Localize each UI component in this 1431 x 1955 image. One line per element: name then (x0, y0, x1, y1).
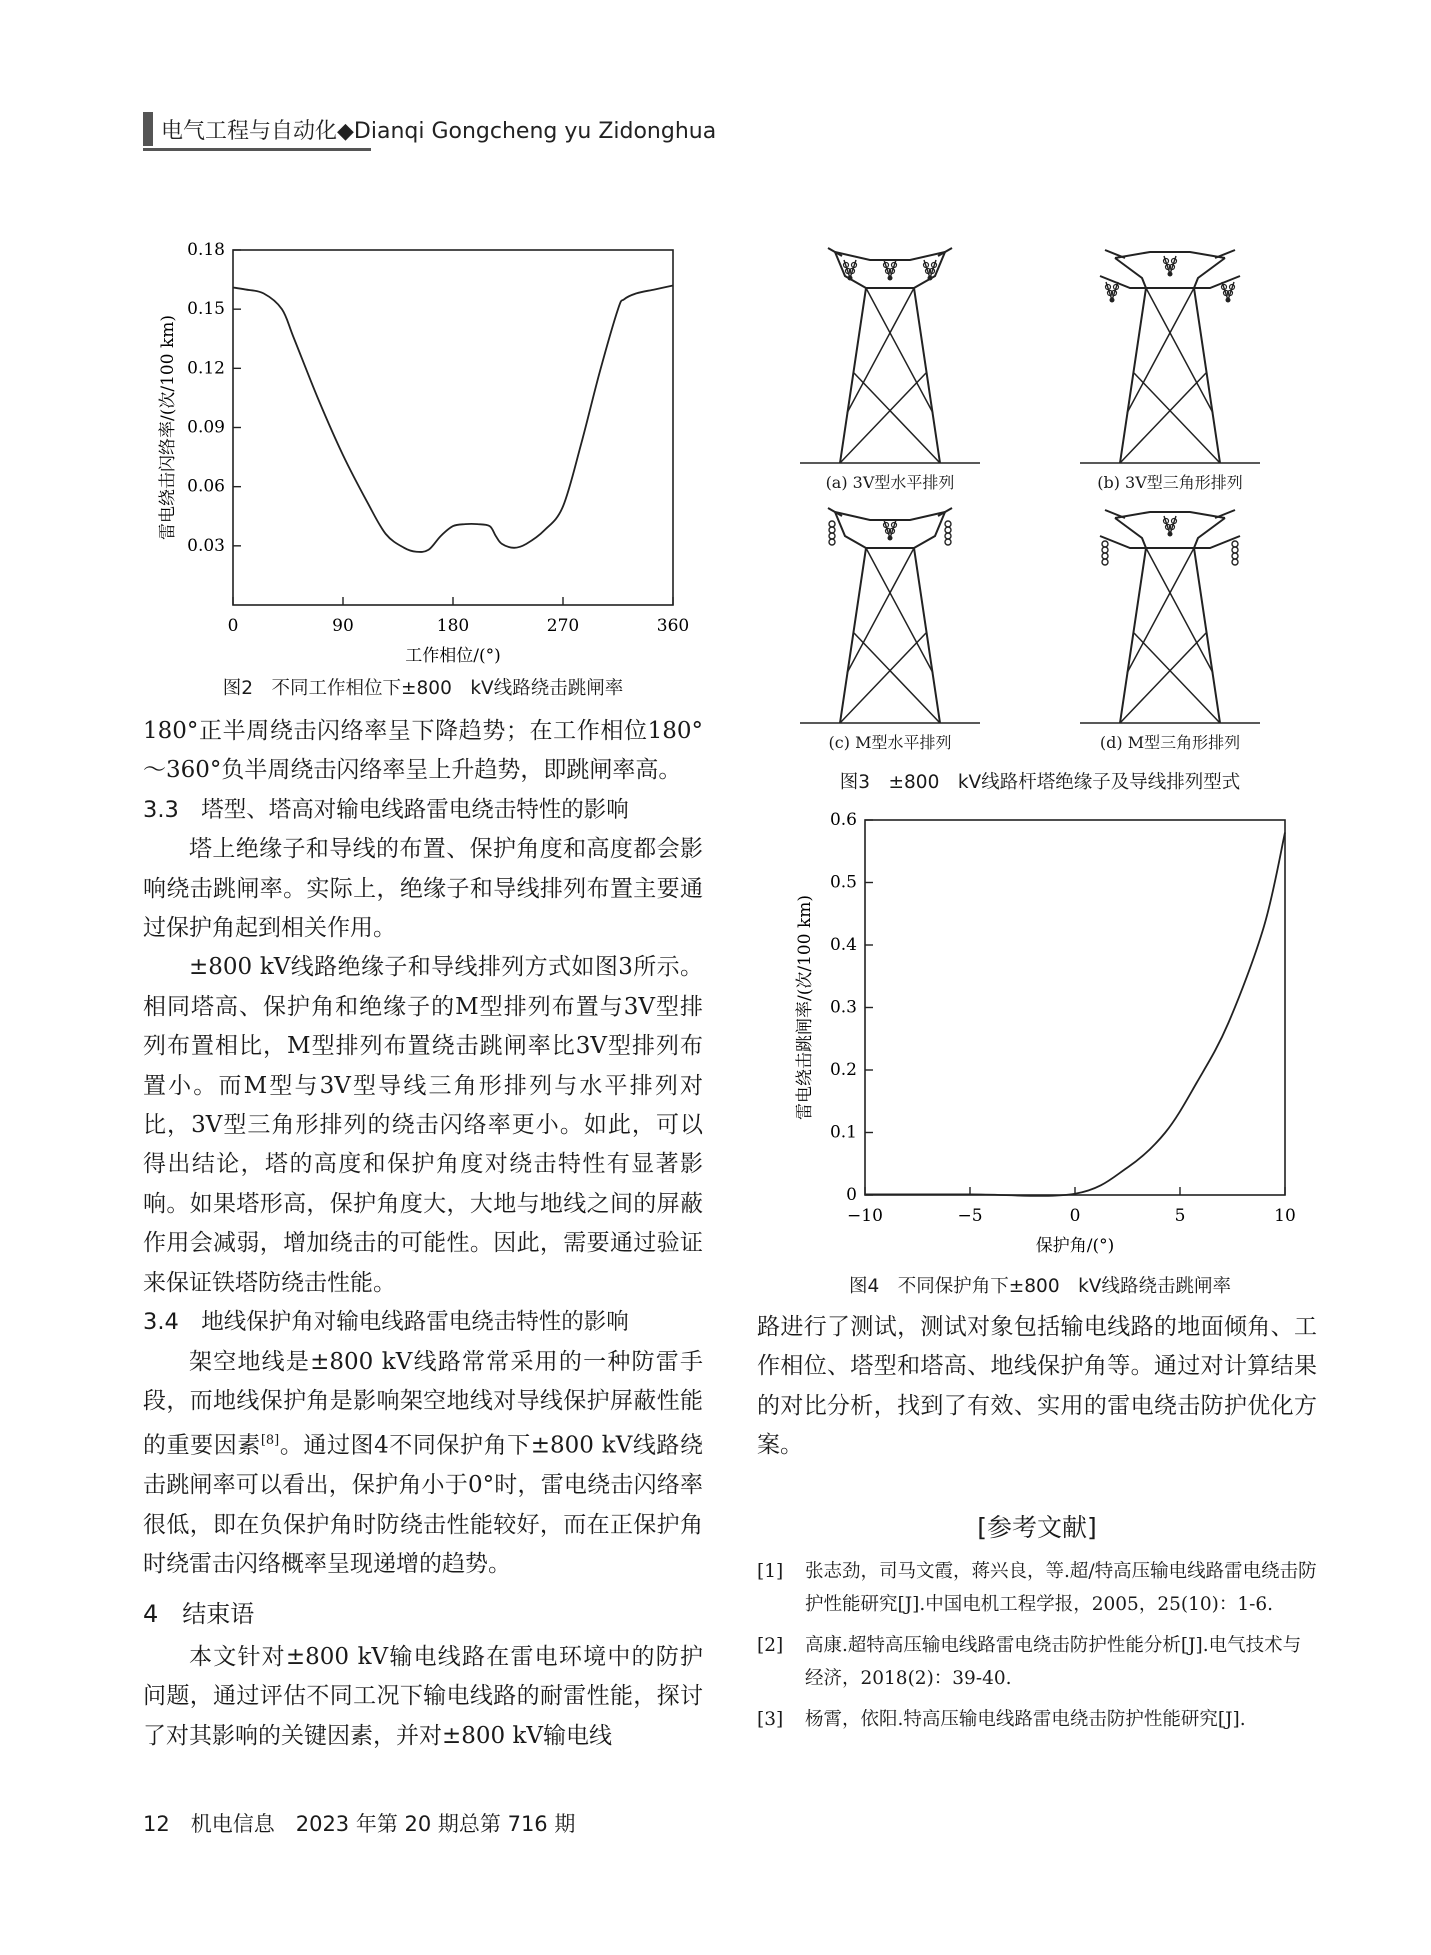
x-tick-label: −5 (957, 1206, 983, 1226)
y-tick-label: 0.12 (187, 358, 225, 379)
y-axis-label: 雷电绕击闪络率/(次/100 km) (158, 315, 178, 540)
x-tick-label: 90 (332, 616, 354, 636)
tower-a-3v-horizontal (800, 248, 980, 463)
header-bar (143, 112, 153, 146)
section-3-3-heading: 3.3 塔型、塔高对输电线路雷电绕击特性的影响 (143, 796, 629, 823)
fig2-caption: 图2 不同工作相位下±800 kV线路绕击跳闸率 (222, 678, 624, 699)
tower-d-m-triangle (1080, 510, 1260, 723)
page-footer: 12 机电信息 2023 年第 20 期总第 716 期 (143, 1812, 576, 1836)
fig3-caption: 图3 ±800 kV线路杆塔绝缘子及导线排列型式 (839, 772, 1241, 793)
fig4-chart (780, 805, 1300, 1270)
header-rule (143, 148, 371, 151)
left-paragraph-4 (143, 1343, 703, 1585)
y-tick-label: 0.3 (829, 997, 857, 1018)
y-tick-label: 0.03 (187, 535, 225, 556)
fig3-towers (780, 240, 1330, 760)
plot-frame (233, 250, 673, 605)
x-tick-label: 180 (436, 616, 470, 636)
right-paragraph-1: 路进行了测试，测试对象包括输电线路的地面倾角、工作相位、塔型和塔高、地线保护角等。通过对计算结果的对比分析，找到了有效、实用的雷电绕击防护优化方案。 (757, 1314, 1317, 1459)
reference-item (757, 1629, 1317, 1695)
y-tick-label: 0.1 (829, 1122, 857, 1143)
running-header (143, 112, 716, 146)
y-tick-label: 0.4 (829, 935, 857, 955)
x-axis-label: 工作相位/(°) (405, 646, 501, 666)
reference-text: 张志劲，司马文霞，蒋兴良，等.超/特高压输电线路雷电绕击防护性能研究[J].中国电机工程学报，2005，25(10)：1-6. (805, 1561, 1317, 1615)
fig3-subcaption-a: (a) 3V型水平排列 (825, 473, 955, 492)
series-line (233, 286, 673, 552)
p4-text-a: 架空地线是±800 kV线路常常采用的一种防雷手段，而地线保护角是影响架空地线对导线保护屏蔽性能的重要因素 (143, 1348, 703, 1459)
reference-number: [2] (757, 1635, 784, 1656)
tower-b-3v-triangle (1080, 250, 1260, 463)
x-tick-label: 0 (1069, 1206, 1081, 1226)
reference-number: [1] (757, 1561, 784, 1582)
fig4-caption: 图4 不同保护角下±800 kV线路绕击跳闸率 (849, 1276, 1231, 1297)
reference-item (757, 1555, 1317, 1621)
x-tick-label: 0 (227, 616, 239, 636)
y-tick-label: 0.15 (187, 299, 225, 320)
fig3-subcaption-c: (c) M型水平排列 (828, 733, 952, 752)
y-tick-label: 0.2 (829, 1060, 857, 1080)
x-axis-label: 保护角/(°) (1035, 1236, 1115, 1256)
right-column (757, 1308, 1317, 1466)
x-tick-label: 360 (656, 616, 690, 636)
p4-text-b: 。通过图4不同保护角下±800 kV线路绕击跳闸率可以看出，保护角小于0°时，雷电绕击闪络率很低，即在负保护角时防绕击性能较好，而在正保护角时绕雷击闪络概率呈现递增的趋势。 (143, 1432, 703, 1578)
x-tick-label: −10 (847, 1206, 883, 1226)
left-paragraph-3: ±800 kV线路绝缘子和导线排列方式如图3所示。相同塔高、保护角和绝缘子的M型排列布置与3V型排列布置相比，M型排列布置绕击跳闸率比3V型排列布置小。而M型与3V型导线三角形排列与水平排列对比，3V型三角形排列的绕击闪络率更小。如此，可以得出结论，塔的高度和保护角度对绕击特性有显著影响。如果塔形高，保护角度大，大地与地线之间的屏蔽作用会减弱，增加绕击的可能性。因此，需要通过验证来保证铁塔防绕击性能。 (143, 954, 703, 1296)
left-column (143, 712, 703, 1756)
y-tick-label: 0.06 (187, 476, 225, 497)
y-tick-label: 0 (846, 1185, 857, 1205)
y-tick-label: 0.6 (829, 810, 857, 830)
reference-item (757, 1703, 1317, 1736)
left-paragraph-5: 本文针对±800 kV输电线路在雷电环境中的防护问题，通过评估不同工况下输电线路的耐雷性能，探讨了对其影响的关键因素，并对±800 kV输电线 (143, 1644, 703, 1749)
left-paragraph-1: 180°正半周绕击闪络率呈下降趋势；在工作相位180°～360°负半周绕击闪络率呈上升趋势，即跳闸率高。 (143, 718, 703, 784)
references-list (757, 1555, 1317, 1744)
references-title: [参考文献] (977, 1513, 1097, 1542)
citation-8: [8] (260, 1433, 280, 1449)
plot-frame (865, 820, 1285, 1195)
fig2-chart (143, 235, 703, 675)
fig3-subcaption-d: (d) M型三角形排列 (1099, 733, 1241, 752)
y-axis-label: 雷电绕击跳闸率/(次/100 km) (795, 895, 815, 1120)
y-tick-label: 0.09 (187, 417, 225, 438)
left-paragraph-2: 塔上绝缘子和导线的布置、保护角度和高度都会影响绕击跳闸率。实际上，绝缘子和导线排列布置主要通过保护角起到相关作用。 (143, 836, 703, 942)
x-tick-label: 10 (1274, 1206, 1296, 1226)
y-tick-label: 0.18 (187, 240, 225, 260)
x-tick-label: 5 (1174, 1206, 1186, 1226)
series-line (865, 833, 1285, 1196)
reference-text: 高康.超特高压输电线路雷电绕击防护性能分析[J].电气技术与经济，2018(2)：39-40. (805, 1635, 1302, 1689)
section-3-4-heading: 3.4 地线保护角对输电线路雷电绕击特性的影响 (143, 1309, 629, 1336)
reference-text: 杨霄，依阳.特高压输电线路雷电绕击防护性能研究[J]. (805, 1709, 1246, 1730)
tower-c-m-horizontal (800, 508, 980, 723)
fig3-subcaption-b: (b) 3V型三角形排列 (1097, 473, 1243, 492)
reference-number: [3] (757, 1709, 784, 1730)
x-tick-label: 270 (546, 616, 580, 636)
section-4-heading: 4 结束语 (143, 1599, 255, 1628)
header-text: 电气工程与自动化◆Dianqi Gongcheng yu Zidonghua (161, 118, 717, 144)
y-tick-label: 0.5 (829, 872, 857, 893)
